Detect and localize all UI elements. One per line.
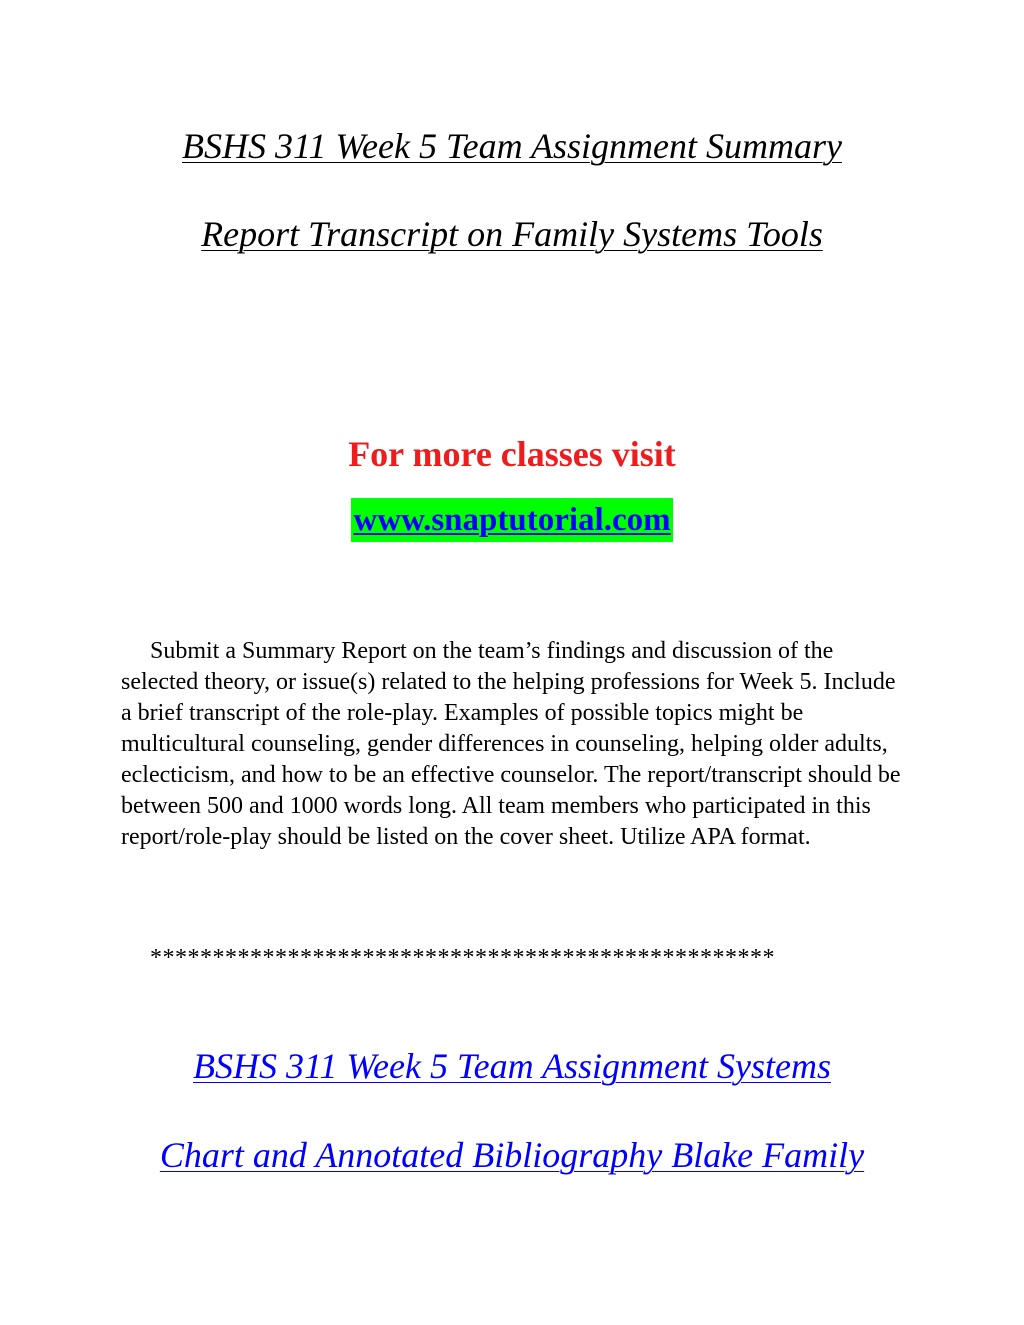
title-line-1 — [0, 126, 1024, 166]
title-line-1-text: BSHS 311 Week 5 Team Assignment Summary — [182, 126, 842, 166]
related-link-line-1-text[interactable]: BSHS 311 Week 5 Team Assignment Systems — [193, 1046, 831, 1086]
title-line-2 — [0, 214, 1024, 254]
separator: ************************************************** — [150, 945, 775, 971]
related-link-line-2-text[interactable]: Chart and Annotated Bibliography Blake Family — [159, 1135, 865, 1175]
body-paragraph: Submit a Summary Report on the team’s findings and discussion of the selected theory, or issue(s) related to the helping professions for Week 5. Include a brief transcript of the role-play. Examples of possible topics might be multicultural counseling, gender differences in counseling, helping older adults, eclecticism, and how to be an effective counselor. The report/transcript should be between 500 and 1000 words long. All team members who participated in this report/role-play should be listed on the cover sheet. Utilize APA format. — [121, 638, 901, 850]
title-line-2-text: Report Transcript on Family Systems Tools — [201, 214, 823, 254]
promo-text: For more classes visit — [348, 434, 676, 474]
related-link-line-2 — [0, 1135, 1024, 1175]
promo-link-container — [0, 498, 1024, 542]
related-link-line-1 — [0, 1046, 1024, 1086]
promo-link[interactable]: www.snaptutorial.com — [351, 498, 672, 542]
